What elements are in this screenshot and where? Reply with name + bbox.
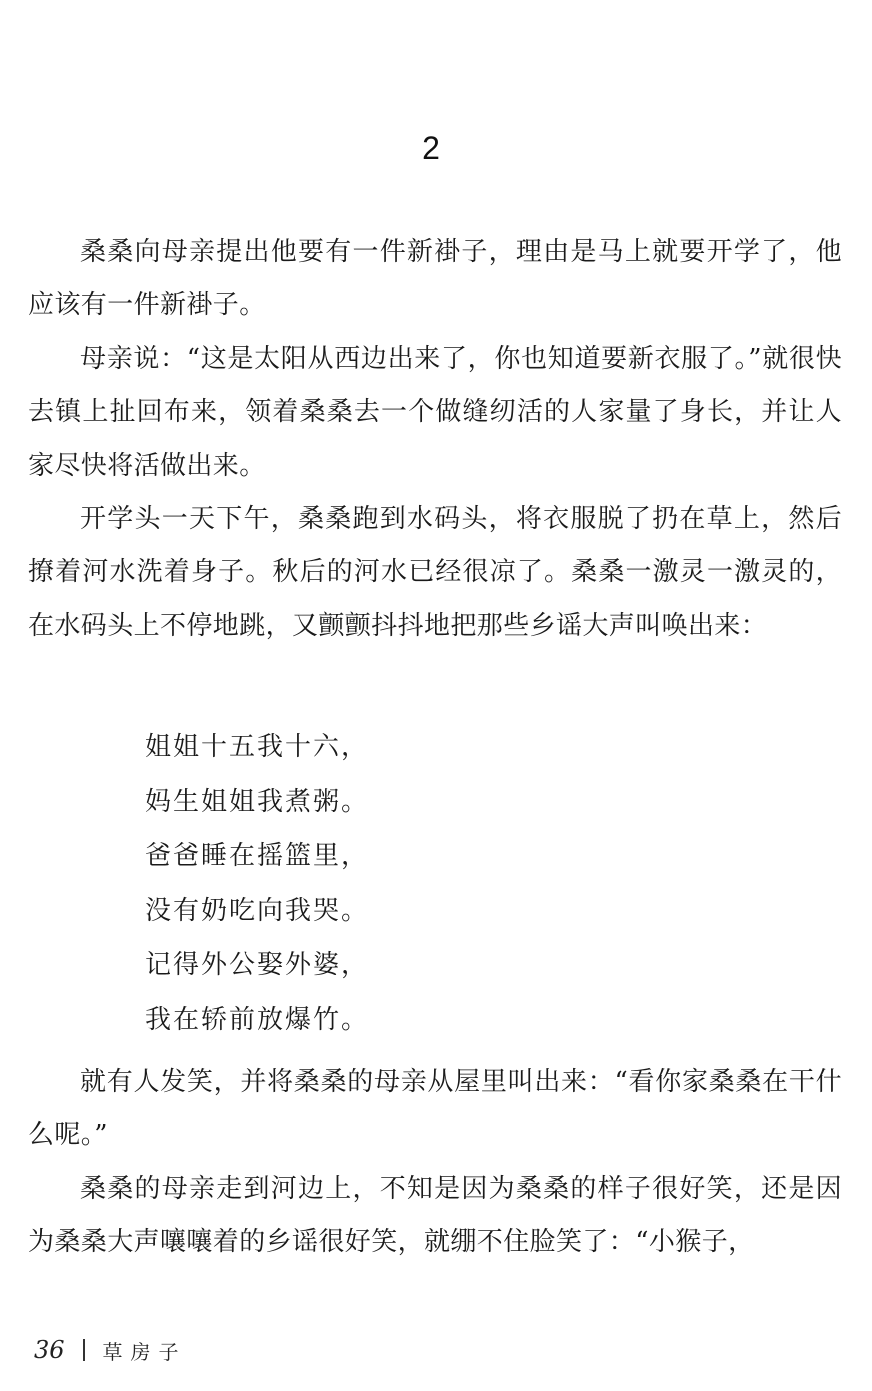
footer-divider <box>83 1339 85 1361</box>
poem-line: 没有奶吃向我哭。 <box>145 895 370 926</box>
folk-rhyme <box>145 720 645 1048</box>
paragraph: 桑桑的母亲走到河边上，不知是因为桑桑的样子很好笑，还是因为桑桑大声嚷嚷着的乡谣很好笑，就绷不住脸笑了：“小猴子， <box>28 1173 842 1258</box>
poem-line: 记得外公娶外婆， <box>145 950 370 981</box>
chapter-number: 2 <box>422 130 440 166</box>
book-title: 草房子 <box>102 1339 187 1364</box>
page-footer <box>34 1330 187 1370</box>
poem-line: 姐姐十五我十六， <box>145 732 370 762</box>
poem-line: 爸爸睡在摇篮里， <box>145 841 370 872</box>
paragraph: 母亲说：“这是太阳从西边出来了，你也知道要新衣服了。”就很快去镇上扯回布来，领着桑桑去一个做缝纫活的人家量了身长，并让人家尽快将活做出来。 <box>28 343 842 481</box>
poem-line: 妈生姐姐我煮粥。 <box>145 786 370 817</box>
body-text-before-poem <box>28 226 842 653</box>
body-text-after-poem <box>28 1056 842 1270</box>
paragraph: 开学头一天下午，桑桑跑到水码头，将衣服脱了扔在草上，然后撩着河水洗着身子。秋后的河水已经很凉了。桑桑一激灵一激灵的，在水码头上不停地跳，又颤颤抖抖地把那些乡谣大声叫唤出来： <box>28 504 842 641</box>
page-number: 36 <box>34 1336 65 1364</box>
paragraph: 就有人发笑，并将桑桑的母亲从屋里叫出来：“看你家桑桑在干什么呢。” <box>28 1067 842 1151</box>
paragraph: 桑桑向母亲提出他要有一件新褂子，理由是马上就要开学了，他应该有一件新褂子。 <box>28 237 842 321</box>
poem-line: 我在轿前放爆竹。 <box>145 1004 370 1035</box>
